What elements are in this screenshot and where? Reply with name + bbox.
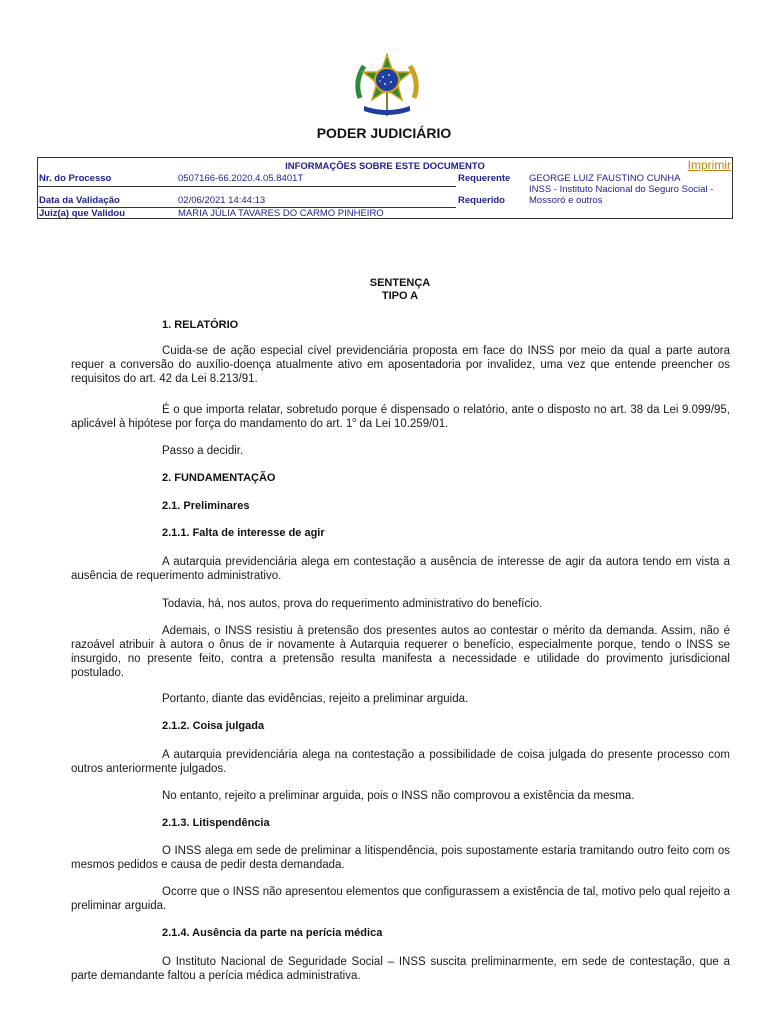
print-link[interactable]: Imprimir — [687, 158, 731, 172]
validation-date-label: Data da Validação — [39, 195, 120, 206]
paragraph: A autarquia previdenciária alega em contestação a ausência de interesse de agir da autora tendo em vista a ausência de requerimento administrativo. — [71, 556, 730, 582]
section-heading: 2.1.3. Litispendência — [162, 817, 270, 829]
defendant-label: Requerido — [458, 195, 505, 206]
paragraph: O INSS alega em sede de preliminar a litispendência, pois supostamente estaria tramitando outro feito com os mesmos pedidos e causa de pedir desta demandada. — [71, 845, 730, 871]
paragraph: Ademais, o INSS resistiu à pretensão dos presentes autos ao contestar o mérito da demanda. Assim, não é razoável atribuir à autora o ônus de ir novamente à Autarquia requerer o benefício, especialmente porque, tendo o INSS se insurgido, no presente feito, contra a pretensão resulta manifesta a necessidade e utilidade do provimento jurisdicional postulado. — [71, 625, 730, 679]
judge-label: Juiz(a) que Validou — [39, 208, 126, 219]
section-heading: 2.1. Preliminares — [162, 500, 250, 512]
section-heading: 2. FUNDAMENTAÇÃO — [162, 472, 276, 484]
process-number-value: 0507166-66.2020.4.05.8401T — [178, 173, 304, 184]
paragraph: O Instituto Nacional de Seguridade Social – INSS suscita preliminarmente, em sede de contestação, que a parte demandante faltou a perícia médica administrativa. — [71, 956, 730, 982]
section-heading: 1. RELATÓRIO — [162, 319, 239, 331]
paragraph: Passo a decidir. — [162, 445, 244, 457]
info-separator — [38, 186, 456, 187]
paragraph: Todavia, há, nos autos, prova do requerimento administrativo do benefício. — [162, 598, 543, 610]
paragraph: É o que importa relatar, sobretudo porque é dispensado o relatório, ante o disposto no art. 38 da Lei 9.099/95, aplicável à hipótese por força do mandamento do art. 1$^o$ da Lei 10.259/01. — [71, 404, 730, 430]
plaintiff-value: GEORGE LUIZ FAUSTINO CUNHA — [529, 173, 681, 184]
judge-value: MARIA JÚLIA TAVARES DO CARMO PINHEIRO — [178, 208, 384, 219]
plaintiff-label: Requerente — [458, 173, 511, 184]
info-box-heading: INFORMAÇÕES SOBRE ESTE DOCUMENTO — [285, 161, 485, 172]
sentence-type: TIPO A — [381, 290, 419, 302]
section-heading: 2.1.2. Coisa julgada — [162, 720, 265, 732]
paragraph: Portanto, diante das evidências, rejeito a preliminar arguida. — [162, 693, 469, 705]
court-title: PODER JUDICIÁRIO — [316, 125, 452, 141]
sentence-title: SENTENÇA — [369, 277, 431, 289]
section-heading: 2.1.1. Falta de interesse de agir — [162, 527, 325, 539]
validation-date-value: 02/06/2021 14:44:13 — [178, 195, 266, 206]
paragraph: No entanto, rejeito a preliminar arguida, pois o INSS não comprovou a existência da mesma. — [162, 790, 635, 802]
section-heading: 2.1.4. Ausência da parte na perícia médica — [162, 927, 383, 939]
paragraph: Ocorre que o INSS não apresentou elementos que configurassem a existência de tal, motivo pelo qual rejeito a preliminar arguida. — [71, 886, 730, 912]
paragraph: A autarquia previdenciária alega na contestação a possibilidade de coisa julgada do presente processo com outros anteriormente julgados. — [71, 749, 730, 775]
defendant-value-line1: INSS - Instituto Nacional do Seguro Social - — [529, 184, 714, 195]
coat-of-arms-icon — [350, 52, 424, 120]
document-info-box — [37, 157, 733, 219]
process-number-label: Nr. do Processo — [39, 173, 112, 184]
defendant-value-line2: Mossoró e outros — [529, 195, 603, 206]
paragraph: Cuida-se de ação especial cível previdenciária proposta em face do INSS por meio da qual a parte autora requer a conversão do auxílio-doença atualmente ativo em aposentadoria por invalidez, uma vez que entende preencher os requisitos do art. 42 da Lei 8.213/91. — [71, 345, 730, 385]
